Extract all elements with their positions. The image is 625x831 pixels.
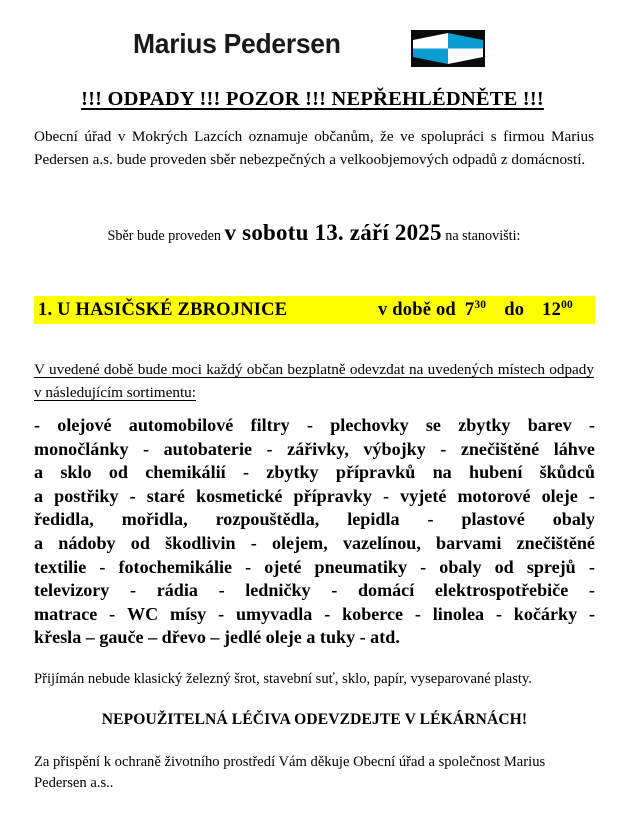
waste-list-token: - xyxy=(440,438,447,459)
accepted-waste-list xyxy=(34,414,595,650)
collection-time-range xyxy=(378,300,573,321)
collection-point-highlight xyxy=(34,296,595,324)
waste-list-token: barev xyxy=(527,415,572,435)
waste-list-token: - xyxy=(588,603,595,624)
waste-list-token: obaly xyxy=(439,556,482,577)
collection-point-name: 1. U HASIČSKÉ ZBROJNICE xyxy=(38,299,288,320)
waste-list-token: - xyxy=(218,580,225,601)
waste-list-token: - xyxy=(129,485,136,506)
waste-list-token: obaly xyxy=(552,509,595,530)
waste-list-token: nádoby xyxy=(58,532,116,553)
waste-list-token: mísy xyxy=(170,603,207,624)
waste-list-token: filtry xyxy=(250,415,290,435)
date-suffix-text: na stanovišti: xyxy=(441,228,521,244)
waste-list-token: kočárky xyxy=(513,603,578,624)
waste-list-token: lepidla xyxy=(347,509,400,530)
waste-list-token: chemikálií xyxy=(145,462,226,483)
waste-list-token: motorové xyxy=(457,485,531,506)
waste-list-token: linolea xyxy=(432,603,485,624)
waste-list-token: - xyxy=(245,556,252,577)
waste-list-token: - xyxy=(34,415,41,435)
waste-list-token: od xyxy=(494,556,514,577)
waste-list-token: televizory xyxy=(34,580,110,601)
page-title: !!! ODPADY !!! POZOR !!! NEPŘEHLÉDNĚTE !!! xyxy=(81,88,544,110)
waste-list-token: plechovky xyxy=(330,415,409,435)
intro-paragraph: Obecní úřad v Mokrých Lazcích oznamuje občanům, že ve spolupráci s firmou Marius Pedersen a.s. bude proveden sběr nebezpečných a velkoobjemových odpadů z domácností. xyxy=(34,128,594,168)
waste-list-token: mořidla, xyxy=(121,509,188,530)
waste-list-token: vyjeté xyxy=(400,485,447,506)
waste-list-token: od xyxy=(130,532,150,553)
waste-list-line xyxy=(34,579,595,603)
waste-list-token: - xyxy=(588,485,595,506)
waste-list-token: domácí xyxy=(357,580,415,601)
waste-list-token: hubení xyxy=(469,462,523,483)
waste-list-token: láhve xyxy=(553,438,595,459)
waste-list-token: WC xyxy=(127,603,159,624)
waste-list-token: zářivky, xyxy=(287,438,349,459)
time-label: v době od xyxy=(378,299,456,320)
waste-list-token: autobaterie xyxy=(163,438,253,459)
time-from-minutes: 30 xyxy=(474,298,487,311)
waste-list-token: postřiky xyxy=(54,485,119,506)
waste-list-token: zbytky xyxy=(458,415,511,435)
waste-list-token: - xyxy=(242,462,249,483)
waste-list-token: olejem, xyxy=(271,532,328,553)
waste-list-token: ledničky xyxy=(245,580,311,601)
date-prefix-text: Sběr bude proveden xyxy=(107,228,225,244)
waste-list-token: škůdců xyxy=(539,462,595,483)
waste-list-token: - xyxy=(420,556,427,577)
waste-list-token: sprejů xyxy=(526,556,576,577)
waste-list-token: - xyxy=(109,603,116,624)
waste-list-token: od xyxy=(108,462,128,483)
waste-list-token: textilie xyxy=(34,556,87,577)
waste-list-token: barvami xyxy=(436,532,502,553)
waste-list-token: ojeté xyxy=(264,556,302,577)
waste-list-token: olejové xyxy=(57,415,112,435)
waste-list-token: ředidla, xyxy=(34,509,94,530)
pharmacy-notice: NEPOUŽITELNÁ LÉČIVA ODEVZDEJTE V LÉKÁRNÁCH! xyxy=(101,711,528,728)
waste-list-token: - xyxy=(324,603,331,624)
marius-pedersen-logo-icon xyxy=(411,30,485,67)
waste-list-token: znečištěné xyxy=(460,438,540,459)
instruction-paragraph: V uvedené době bude moci každý občan bezplatně odevzdat na uvedených místech odpady v následujícím sortimentu: xyxy=(34,361,594,401)
waste-list-token: oleje xyxy=(541,485,578,506)
waste-list-token: a xyxy=(34,532,44,553)
waste-list-token: - xyxy=(218,603,225,624)
waste-list-token: přípravky xyxy=(293,485,372,506)
waste-list-line xyxy=(34,556,595,580)
waste-list-token: - xyxy=(427,509,434,530)
waste-list-token: - xyxy=(99,556,106,577)
time-to-hour: 12 xyxy=(542,299,562,320)
waste-list-token: - xyxy=(250,532,257,553)
waste-list-token: vazelínou, xyxy=(342,532,421,553)
waste-list-token: na xyxy=(432,462,452,483)
waste-list-token: zbytky xyxy=(266,462,319,483)
not-accepted-note: Přijímán nebude klasický železný šrot, stavební suť, sklo, papír, vyseparované plasty. xyxy=(34,671,532,687)
waste-list-token: výbojky xyxy=(363,438,426,459)
waste-list-token: fotochemikálie xyxy=(118,556,233,577)
waste-list-token: - xyxy=(588,556,595,577)
waste-list-token: sklo xyxy=(60,462,92,483)
waste-list-token: plastové xyxy=(461,509,525,530)
time-separator: do xyxy=(504,299,525,320)
waste-list-token: znečištěné xyxy=(516,532,595,553)
waste-list-token: a xyxy=(34,485,44,506)
collection-date-line xyxy=(34,219,594,248)
waste-list-token: staré xyxy=(146,485,185,506)
time-to-minutes: 00 xyxy=(561,298,573,311)
waste-list-line xyxy=(34,532,595,556)
waste-list-token: koberce xyxy=(342,603,404,624)
waste-list-token: - xyxy=(306,415,313,435)
waste-list-token: - xyxy=(143,438,150,459)
waste-list-token: škodlivin xyxy=(165,532,236,553)
waste-list-token: kosmetické xyxy=(196,485,283,506)
collection-date: v sobotu 13. září 2025 xyxy=(224,220,442,245)
waste-list-token: matrace xyxy=(34,603,98,624)
waste-list-token: se xyxy=(425,415,441,435)
waste-list-token: - xyxy=(414,603,421,624)
waste-list-token: přípravků xyxy=(335,462,416,483)
thanks-paragraph: Za přispění k ochraně životního prostředí Vám děkuje Obecní úřad a společnost Marius Pedersen a.s.. xyxy=(34,754,546,791)
waste-list-token: - xyxy=(588,415,595,435)
waste-list-token: rozpouštědla, xyxy=(215,509,320,530)
waste-list-token: - xyxy=(266,438,273,459)
waste-list-line xyxy=(34,485,595,509)
waste-list-line xyxy=(34,508,595,532)
waste-list-line: křesla – gauče – dřevo – jedlé oleje a tuky - atd. xyxy=(34,627,400,648)
waste-list-line xyxy=(34,461,595,485)
waste-list-line xyxy=(34,603,595,627)
waste-list-token: - xyxy=(331,580,338,601)
waste-list-token: - xyxy=(588,580,595,601)
waste-list-token: - xyxy=(130,580,137,601)
waste-list-line xyxy=(34,414,595,438)
waste-list-token: automobilové xyxy=(128,415,234,435)
waste-list-token: rádia xyxy=(156,580,198,601)
waste-list-token: monočlánky xyxy=(34,438,129,459)
document-header xyxy=(0,14,625,62)
waste-list-token: pneumatiky xyxy=(314,556,408,577)
waste-list-token: elektrospotřebiče xyxy=(434,580,569,601)
waste-list-token: - xyxy=(495,603,502,624)
waste-list-token: a xyxy=(34,462,44,483)
time-from-hour: 7 xyxy=(464,299,475,320)
waste-list-token: - xyxy=(383,485,390,506)
waste-list-token: umyvadla xyxy=(235,603,313,624)
company-wordmark: Marius Pedersen xyxy=(133,27,341,60)
waste-list-line xyxy=(34,438,595,462)
